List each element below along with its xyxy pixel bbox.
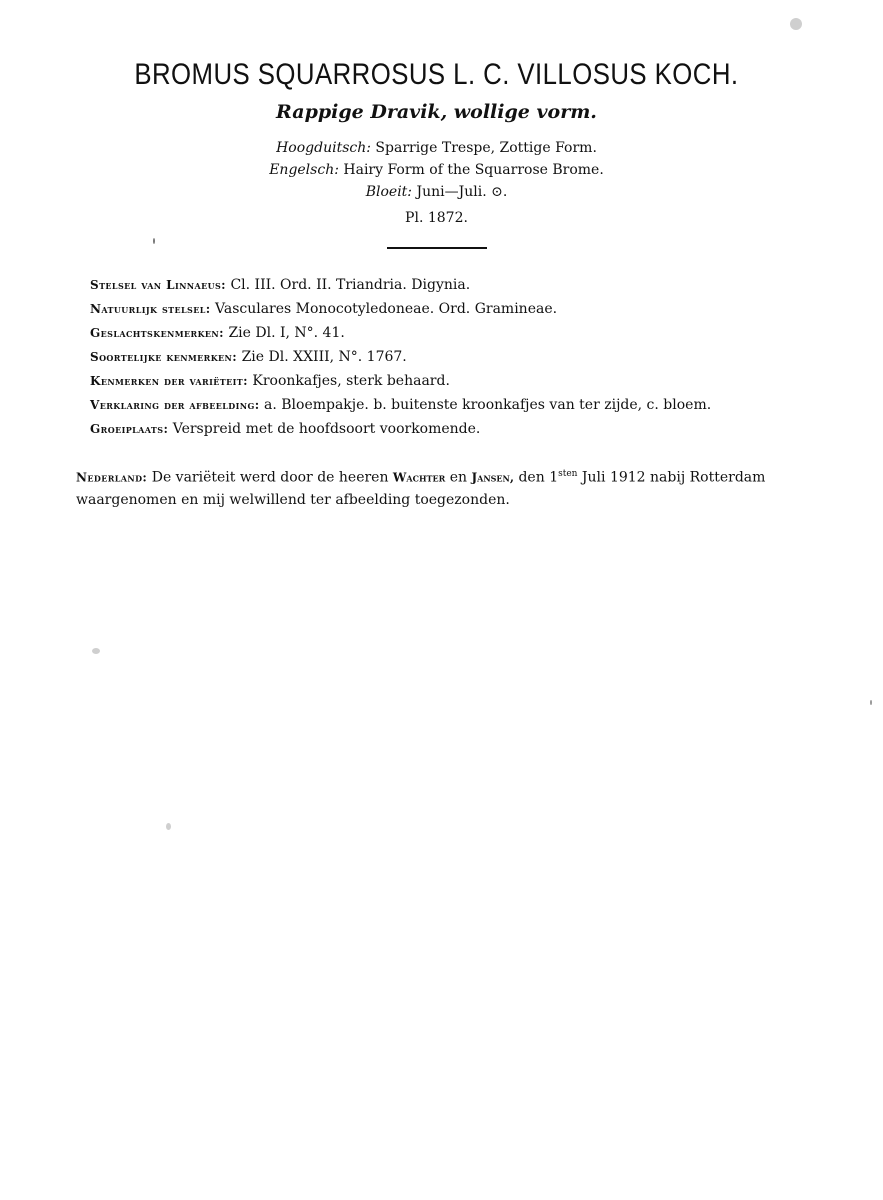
entry-label: Natuurlijk stelsel: (90, 302, 211, 316)
entry-natural-system (90, 299, 820, 319)
bloei-line (0, 184, 873, 200)
german-name-line (0, 140, 873, 156)
entry-text: Cl. III. Ord. II. Triandria. Digynia. (230, 277, 471, 293)
entry-linnaeus (90, 275, 820, 295)
nl-text-4: Juli 1912 nabij Rotterdam waargenomen en mij welwillend ter afbeelding toegezonden. (76, 469, 766, 508)
date-superscript: sten (558, 469, 578, 479)
bloei-label: Bloeit: (365, 184, 413, 200)
page-title: BROMUS SQUARROSUS L. C. VILLOSUS KOCH. (134, 58, 739, 91)
entry-label: Nederland: (76, 470, 148, 485)
collector-name-1: Wachter (392, 470, 446, 485)
entry-text: Zie Dl. I, N°. 41. (228, 325, 345, 341)
english-name-line (0, 162, 873, 178)
entry-variety-characters (90, 371, 820, 391)
entry-label: Verklaring der afbeelding: (90, 398, 260, 412)
entry-text: Kroonkafjes, sterk behaard. (252, 373, 450, 389)
scan-speck (92, 648, 100, 654)
scan-speck (790, 18, 802, 30)
entry-text: Vasculares Monocotyledoneae. Ord. Gramineae. (215, 301, 558, 317)
bloei-text: Juni—Juli. ⊙. (416, 184, 508, 200)
nl-text-2: en (449, 469, 467, 486)
english-text: Hairy Form of the Squarrose Brome. (343, 162, 604, 178)
entry-genus-characters (90, 323, 820, 343)
english-label: Engelsch: (269, 162, 339, 178)
entry-netherlands (76, 463, 816, 511)
nl-text-1: De variëteit werd door de heeren (151, 469, 389, 486)
entry-text: Verspreid met de hoofdsoort voorkomende. (172, 421, 481, 437)
nl-text-3: den (518, 469, 545, 486)
description-entries (90, 275, 820, 443)
entry-label: Stelsel van Linnaeus: (90, 278, 226, 292)
divider-rule (387, 247, 487, 249)
entry-plate-explanation (90, 395, 820, 415)
german-label: Hoogduitsch: (276, 140, 371, 156)
entry-label: Groeiplaats: (90, 422, 169, 436)
scan-speck (153, 238, 155, 244)
plate-number: Pl. 1872. (405, 210, 468, 226)
collector-name-2: Jansen, (471, 470, 515, 485)
dutch-name: Rappige Dravik, wollige vorm. (276, 101, 597, 123)
entry-text: Zie Dl. XXIII, N°. 1767. (241, 349, 407, 365)
scan-speck (870, 700, 872, 705)
entry-text: a. Bloempakje. b. buitenste kroonkafjes van ter zijde, c. bloem. (264, 397, 712, 413)
entry-label: Soortelijke kenmerken: (90, 350, 238, 364)
entry-habitat (90, 419, 820, 439)
entry-label: Kenmerken der variëteit: (90, 374, 248, 388)
date-number: 1 (549, 469, 559, 486)
german-text: Sparrige Trespe, Zottige Form. (375, 140, 597, 156)
scan-speck (166, 823, 171, 830)
entry-species-characters (90, 347, 820, 367)
entry-label: Geslachtskenmerken: (90, 326, 224, 340)
